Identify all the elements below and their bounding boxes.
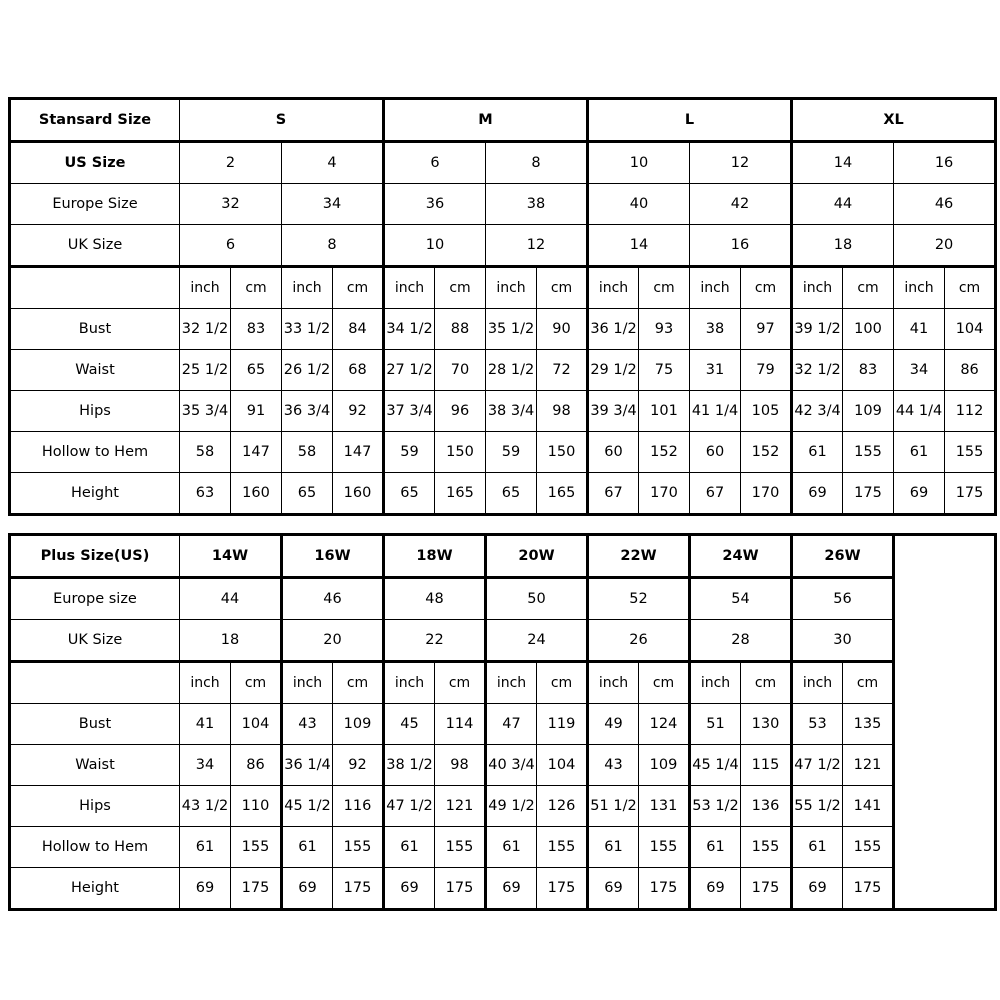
table-row [10,473,996,515]
row-label-waist: Waist [10,745,180,786]
cell: 6 [180,225,282,267]
table-row-size-groups [10,99,996,142]
cell: 45 1/2 [282,786,333,827]
cell: 46 [894,184,996,225]
unit-cell: cm [639,662,690,704]
cell: 10 [384,225,486,267]
cell: 65 [486,473,537,515]
size-group-24w: 24W [690,535,792,578]
cell: 38 [486,184,588,225]
cell: 170 [741,473,792,515]
unit-cell: inch [588,662,639,704]
cell: 36 [384,184,486,225]
cell: 91 [231,391,282,432]
cell: 47 1/2 [792,745,843,786]
table-row [10,578,996,620]
row-label-hollow-to-hem: Hollow to Hem [10,827,180,868]
cell: 53 [792,704,843,745]
cell: 59 [486,432,537,473]
cell: 175 [537,868,588,910]
cell: 165 [435,473,486,515]
cell: 175 [435,868,486,910]
size-group-26w: 26W [792,535,894,578]
row-label-bust: Bust [10,309,180,350]
cell: 104 [537,745,588,786]
cell: 112 [945,391,996,432]
cell: 61 [486,827,537,868]
cell: 141 [843,786,894,827]
standard-size-table [8,97,997,516]
unit-cell: inch [792,662,843,704]
cell: 39 3/4 [588,391,639,432]
cell: 61 [180,827,231,868]
cell: 155 [537,827,588,868]
cell: 58 [282,432,333,473]
cell: 26 1/2 [282,350,333,391]
cell: 170 [639,473,690,515]
cell: 126 [537,786,588,827]
cell: 32 [180,184,282,225]
cell: 45 [384,704,435,745]
cell: 61 [894,432,945,473]
cell: 37 3/4 [384,391,435,432]
cell: 47 [486,704,537,745]
cell: 136 [741,786,792,827]
cell: 22 [384,620,486,662]
size-group-m: M [384,99,588,142]
cell: 155 [639,827,690,868]
row-label-hips: Hips [10,786,180,827]
table-row [10,184,996,225]
cell: 41 [180,704,231,745]
cell: 38 [690,309,741,350]
cell: 31 [690,350,741,391]
cell: 32 1/2 [792,350,843,391]
table-row [10,432,996,473]
cell: 43 1/2 [180,786,231,827]
cell: 30 [792,620,894,662]
cell: 69 [384,868,435,910]
cell: 175 [231,868,282,910]
row-label-uk-size: UK Size [10,620,180,662]
size-group-22w: 22W [588,535,690,578]
cell: 54 [690,578,792,620]
blank-filler [894,535,996,910]
cell: 12 [486,225,588,267]
cell: 36 3/4 [282,391,333,432]
cell: 116 [333,786,384,827]
cell: 42 3/4 [792,391,843,432]
cell: 70 [435,350,486,391]
cell: 52 [588,578,690,620]
cell: 28 [690,620,792,662]
unit-cell: inch [588,267,639,309]
cell: 155 [843,827,894,868]
cell: 152 [741,432,792,473]
cell: 65 [231,350,282,391]
table-row-units [10,267,996,309]
cell: 44 1/4 [894,391,945,432]
cell: 34 [180,745,231,786]
cell: 83 [843,350,894,391]
cell: 69 [180,868,231,910]
table-row [10,391,996,432]
cell: 175 [843,868,894,910]
cell: 160 [333,473,384,515]
unit-row-label [10,662,180,704]
cell: 8 [282,225,384,267]
cell: 14 [588,225,690,267]
cell: 75 [639,350,690,391]
cell: 175 [945,473,996,515]
cell: 45 1/4 [690,745,741,786]
cell: 43 [588,745,639,786]
cell: 2 [180,142,282,184]
cell: 50 [486,578,588,620]
cell: 25 1/2 [180,350,231,391]
cell: 130 [741,704,792,745]
cell: 61 [588,827,639,868]
cell: 61 [792,432,843,473]
unit-cell: cm [537,267,588,309]
cell: 8 [486,142,588,184]
cell: 18 [792,225,894,267]
corner-label: Stansard Size [10,99,180,142]
cell: 35 3/4 [180,391,231,432]
cell: 40 [588,184,690,225]
unit-cell: inch [894,267,945,309]
unit-cell: inch [690,662,741,704]
cell: 175 [639,868,690,910]
cell: 39 1/2 [792,309,843,350]
cell: 34 [894,350,945,391]
cell: 42 [690,184,792,225]
unit-cell: cm [843,662,894,704]
row-label-hollow-to-hem: Hollow to Hem [10,432,180,473]
cell: 28 1/2 [486,350,537,391]
corner-label: Plus Size(US) [10,535,180,578]
cell: 115 [741,745,792,786]
cell: 38 1/2 [384,745,435,786]
cell: 69 [588,868,639,910]
cell: 49 [588,704,639,745]
cell: 98 [537,391,588,432]
unit-cell: cm [945,267,996,309]
cell: 86 [231,745,282,786]
cell: 105 [741,391,792,432]
table-row [10,745,996,786]
cell: 27 1/2 [384,350,435,391]
unit-cell: cm [741,267,792,309]
size-group-16w: 16W [282,535,384,578]
cell: 150 [537,432,588,473]
size-group-20w: 20W [486,535,588,578]
cell: 69 [792,868,843,910]
cell: 51 [690,704,741,745]
cell: 51 1/2 [588,786,639,827]
cell: 98 [435,745,486,786]
cell: 79 [741,350,792,391]
unit-cell: cm [231,662,282,704]
cell: 155 [843,432,894,473]
cell: 90 [537,309,588,350]
size-group-l: L [588,99,792,142]
unit-cell: inch [180,662,231,704]
cell: 43 [282,704,333,745]
cell: 58 [180,432,231,473]
cell: 155 [945,432,996,473]
cell: 69 [282,868,333,910]
row-label-height: Height [10,473,180,515]
cell: 48 [384,578,486,620]
table-row-size-groups [10,535,996,578]
row-label-us-size: US Size [10,142,180,184]
row-label-bust: Bust [10,704,180,745]
cell: 147 [333,432,384,473]
cell: 175 [333,868,384,910]
cell: 14 [792,142,894,184]
cell: 152 [639,432,690,473]
cell: 63 [180,473,231,515]
cell: 6 [384,142,486,184]
cell: 41 [894,309,945,350]
unit-cell: inch [486,267,537,309]
cell: 65 [282,473,333,515]
unit-cell: cm [639,267,690,309]
unit-cell: cm [435,662,486,704]
cell: 53 1/2 [690,786,741,827]
cell: 26 [588,620,690,662]
table-row-units [10,662,996,704]
cell: 33 1/2 [282,309,333,350]
cell: 35 1/2 [486,309,537,350]
cell: 60 [588,432,639,473]
cell: 20 [894,225,996,267]
plus-size-table [8,533,997,911]
cell: 121 [435,786,486,827]
cell: 175 [741,868,792,910]
cell: 67 [588,473,639,515]
cell: 36 1/2 [588,309,639,350]
cell: 29 1/2 [588,350,639,391]
table-row [10,142,996,184]
cell: 46 [282,578,384,620]
cell: 109 [843,391,894,432]
unit-cell: inch [180,267,231,309]
cell: 84 [333,309,384,350]
unit-cell: inch [792,267,843,309]
cell: 24 [486,620,588,662]
table-row [10,225,996,267]
unit-cell: cm [333,662,384,704]
cell: 61 [282,827,333,868]
unit-cell: cm [231,267,282,309]
cell: 155 [333,827,384,868]
cell: 49 1/2 [486,786,537,827]
unit-cell: inch [384,267,435,309]
cell: 114 [435,704,486,745]
cell: 40 3/4 [486,745,537,786]
unit-cell: inch [384,662,435,704]
row-label-uk-size: UK Size [10,225,180,267]
cell: 83 [231,309,282,350]
cell: 38 3/4 [486,391,537,432]
cell: 65 [384,473,435,515]
size-group-18w: 18W [384,535,486,578]
cell: 34 1/2 [384,309,435,350]
table-row [10,868,996,910]
cell: 44 [792,184,894,225]
cell: 20 [282,620,384,662]
cell: 160 [231,473,282,515]
cell: 131 [639,786,690,827]
cell: 110 [231,786,282,827]
unit-cell: inch [486,662,537,704]
row-label-hips: Hips [10,391,180,432]
table-row [10,786,996,827]
cell: 165 [537,473,588,515]
cell: 18 [180,620,282,662]
cell: 72 [537,350,588,391]
cell: 69 [792,473,843,515]
cell: 97 [741,309,792,350]
cell: 109 [333,704,384,745]
cell: 104 [945,309,996,350]
cell: 12 [690,142,792,184]
cell: 32 1/2 [180,309,231,350]
cell: 147 [231,432,282,473]
cell: 56 [792,578,894,620]
table-row [10,309,996,350]
cell: 155 [231,827,282,868]
cell: 96 [435,391,486,432]
table-row [10,704,996,745]
cell: 88 [435,309,486,350]
cell: 47 1/2 [384,786,435,827]
unit-cell: cm [333,267,384,309]
cell: 101 [639,391,690,432]
cell: 150 [435,432,486,473]
size-group-s: S [180,99,384,142]
unit-cell: cm [435,267,486,309]
standard-size-chart [8,97,992,516]
table-row [10,350,996,391]
unit-cell: inch [690,267,741,309]
cell: 69 [690,868,741,910]
unit-cell: cm [537,662,588,704]
unit-cell: inch [282,662,333,704]
table-row [10,620,996,662]
cell: 67 [690,473,741,515]
cell: 10 [588,142,690,184]
cell: 104 [231,704,282,745]
plus-size-chart [8,533,992,911]
cell: 86 [945,350,996,391]
table-row [10,827,996,868]
cell: 175 [843,473,894,515]
size-group-14w: 14W [180,535,282,578]
row-label-europe-size: Europe size [10,578,180,620]
cell: 68 [333,350,384,391]
cell: 16 [894,142,996,184]
size-group-xl: XL [792,99,996,142]
cell: 155 [741,827,792,868]
cell: 93 [639,309,690,350]
cell: 61 [792,827,843,868]
cell: 119 [537,704,588,745]
cell: 100 [843,309,894,350]
unit-cell: cm [843,267,894,309]
cell: 109 [639,745,690,786]
cell: 121 [843,745,894,786]
cell: 124 [639,704,690,745]
cell: 60 [690,432,741,473]
cell: 69 [486,868,537,910]
cell: 44 [180,578,282,620]
unit-row-label [10,267,180,309]
cell: 155 [435,827,486,868]
row-label-height: Height [10,868,180,910]
cell: 61 [384,827,435,868]
cell: 4 [282,142,384,184]
cell: 34 [282,184,384,225]
row-label-europe-size: Europe Size [10,184,180,225]
cell: 135 [843,704,894,745]
cell: 55 1/2 [792,786,843,827]
cell: 92 [333,391,384,432]
cell: 59 [384,432,435,473]
cell: 16 [690,225,792,267]
cell: 61 [690,827,741,868]
cell: 69 [894,473,945,515]
cell: 36 1/4 [282,745,333,786]
row-label-waist: Waist [10,350,180,391]
cell: 92 [333,745,384,786]
cell: 41 1/4 [690,391,741,432]
unit-cell: inch [282,267,333,309]
unit-cell: cm [741,662,792,704]
